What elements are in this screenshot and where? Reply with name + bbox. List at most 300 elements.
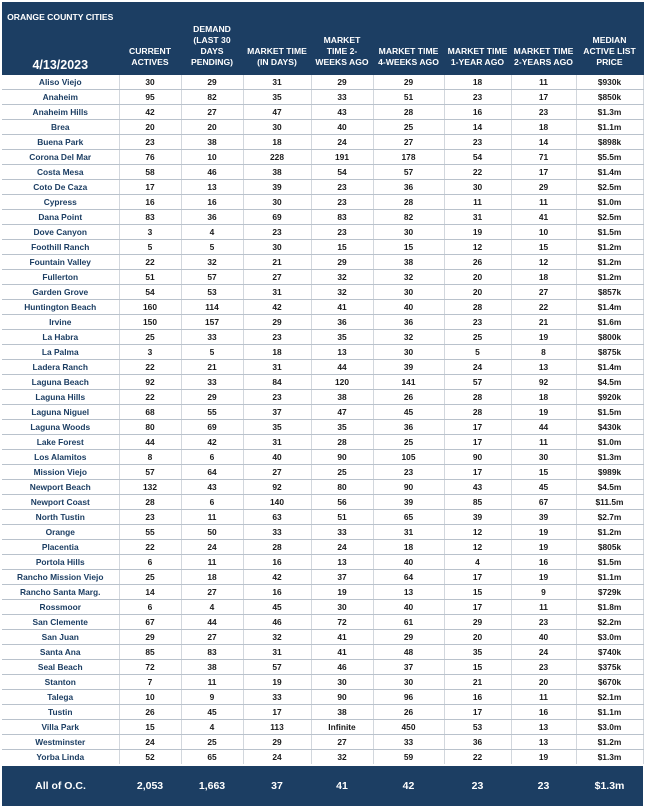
- header-market-time-2-weeks: MARKET TIME 2-WEEKS AGO: [311, 2, 373, 75]
- demand-cell: 43: [181, 480, 243, 495]
- median-price-cell: $1.1m: [576, 570, 643, 585]
- city-name: Laguna Beach: [2, 375, 119, 390]
- market-time-2-weeks-cell: 32: [311, 285, 373, 300]
- market-time-cell: 30: [243, 240, 311, 255]
- table-row: [2, 390, 643, 405]
- demand-cell: 25: [181, 735, 243, 750]
- table-header: [2, 2, 643, 75]
- median-price-cell: $3.0m: [576, 630, 643, 645]
- market-time-2-weeks-cell: 83: [311, 210, 373, 225]
- market-time-cell: 228: [243, 150, 311, 165]
- market-time-4-weeks-cell: 105: [373, 450, 444, 465]
- header-market-time-4-weeks: MARKET TIME 4-WEEKS AGO: [373, 2, 444, 75]
- table-row: [2, 750, 643, 766]
- market-time-1-year-cell: 35: [444, 645, 511, 660]
- market-time-4-weeks-cell: 36: [373, 180, 444, 195]
- market-time-1-year-cell: 4: [444, 555, 511, 570]
- market-time-1-year-cell: 26: [444, 255, 511, 270]
- market-time-2-years-cell: 27: [511, 285, 576, 300]
- market-time-4-weeks-cell: 38: [373, 255, 444, 270]
- market-time-1-year-cell: 15: [444, 660, 511, 675]
- market-time-1-year-cell: 23: [444, 315, 511, 330]
- market-time-2-years-cell: 19: [511, 570, 576, 585]
- market-time-2-weeks-cell: Infinite: [311, 720, 373, 735]
- demand-cell: 10: [181, 150, 243, 165]
- market-time-4-weeks-cell: 31: [373, 525, 444, 540]
- market-time-1-year-cell: 20: [444, 630, 511, 645]
- market-time-2-weeks-cell: 23: [311, 180, 373, 195]
- table-row: [2, 480, 643, 495]
- market-time-2-weeks-cell: 90: [311, 450, 373, 465]
- current-actives-cell: 160: [119, 300, 181, 315]
- median-price-cell: $1.2m: [576, 255, 643, 270]
- market-time-cell: 31: [243, 645, 311, 660]
- market-time-4-weeks-cell: 27: [373, 135, 444, 150]
- city-name: Huntington Beach: [2, 300, 119, 315]
- table-row: [2, 105, 643, 120]
- market-time-2-years-cell: 41: [511, 210, 576, 225]
- market-time-4-weeks-cell: 25: [373, 435, 444, 450]
- market-time-1-year-cell: 28: [444, 405, 511, 420]
- market-time-4-weeks-cell: 32: [373, 330, 444, 345]
- market-time-cell: 84: [243, 375, 311, 390]
- market-time-4-weeks-cell: 64: [373, 570, 444, 585]
- market-time-2-years-cell: 16: [511, 705, 576, 720]
- demand-cell: 13: [181, 180, 243, 195]
- market-time-1-year-cell: 21: [444, 675, 511, 690]
- market-time-1-year-cell: 28: [444, 390, 511, 405]
- market-time-4-weeks-cell: 40: [373, 300, 444, 315]
- totals-median-list-price: $1.3m: [576, 765, 643, 806]
- market-time-2-years-cell: 18: [511, 270, 576, 285]
- demand-cell: 6: [181, 495, 243, 510]
- market-time-2-weeks-cell: 72: [311, 615, 373, 630]
- current-actives-cell: 58: [119, 165, 181, 180]
- market-time-cell: 45: [243, 600, 311, 615]
- table-row: [2, 555, 643, 570]
- market-time-cell: 17: [243, 705, 311, 720]
- market-time-1-year-cell: 22: [444, 750, 511, 766]
- market-time-2-years-cell: 17: [511, 90, 576, 105]
- market-time-2-weeks-cell: 46: [311, 660, 373, 675]
- current-actives-cell: 3: [119, 225, 181, 240]
- market-time-2-weeks-cell: 33: [311, 525, 373, 540]
- market-time-1-year-cell: 12: [444, 525, 511, 540]
- report-date: 4/13/2023: [32, 58, 89, 72]
- market-time-2-years-cell: 11: [511, 75, 576, 90]
- header-city-column: [2, 2, 119, 75]
- market-time-4-weeks-cell: 450: [373, 720, 444, 735]
- demand-cell: 18: [181, 570, 243, 585]
- market-time-cell: 38: [243, 165, 311, 180]
- market-time-cell: 29: [243, 735, 311, 750]
- table-row: [2, 510, 643, 525]
- market-time-1-year-cell: 43: [444, 480, 511, 495]
- market-time-4-weeks-cell: 40: [373, 600, 444, 615]
- market-time-2-weeks-cell: 19: [311, 585, 373, 600]
- market-time-1-year-cell: 11: [444, 195, 511, 210]
- median-price-cell: $1.1m: [576, 120, 643, 135]
- demand-cell: 20: [181, 120, 243, 135]
- market-time-2-weeks-cell: 40: [311, 120, 373, 135]
- median-price-cell: $1.5m: [576, 555, 643, 570]
- table-row: [2, 135, 643, 150]
- market-time-4-weeks-cell: 40: [373, 555, 444, 570]
- current-actives-cell: 5: [119, 240, 181, 255]
- table-row: [2, 600, 643, 615]
- demand-cell: 38: [181, 660, 243, 675]
- market-time-1-year-cell: 90: [444, 450, 511, 465]
- market-time-4-weeks-cell: 36: [373, 420, 444, 435]
- median-price-cell: $850k: [576, 90, 643, 105]
- city-name: Dove Canyon: [2, 225, 119, 240]
- market-time-cell: 63: [243, 510, 311, 525]
- table-row: [2, 315, 643, 330]
- demand-cell: 21: [181, 360, 243, 375]
- market-time-2-weeks-cell: 56: [311, 495, 373, 510]
- market-time-4-weeks-cell: 30: [373, 285, 444, 300]
- market-time-2-weeks-cell: 41: [311, 300, 373, 315]
- median-price-cell: $740k: [576, 645, 643, 660]
- market-time-2-years-cell: 15: [511, 465, 576, 480]
- market-time-cell: 18: [243, 345, 311, 360]
- market-time-cell: 31: [243, 285, 311, 300]
- market-time-2-weeks-cell: 28: [311, 435, 373, 450]
- median-price-cell: $430k: [576, 420, 643, 435]
- market-time-4-weeks-cell: 28: [373, 195, 444, 210]
- market-time-1-year-cell: 30: [444, 180, 511, 195]
- demand-cell: 82: [181, 90, 243, 105]
- current-actives-cell: 132: [119, 480, 181, 495]
- table-row: [2, 660, 643, 675]
- demand-cell: 83: [181, 645, 243, 660]
- city-name: Portola Hills: [2, 555, 119, 570]
- market-time-1-year-cell: 25: [444, 330, 511, 345]
- table-row: [2, 300, 643, 315]
- demand-cell: 11: [181, 675, 243, 690]
- market-time-cell: 16: [243, 585, 311, 600]
- market-time-2-years-cell: 11: [511, 435, 576, 450]
- market-time-1-year-cell: 31: [444, 210, 511, 225]
- market-time-2-years-cell: 11: [511, 690, 576, 705]
- market-time-2-weeks-cell: 36: [311, 315, 373, 330]
- demand-cell: 53: [181, 285, 243, 300]
- median-price-cell: $1.2m: [576, 240, 643, 255]
- market-time-2-weeks-cell: 51: [311, 510, 373, 525]
- median-price-cell: $1.6m: [576, 315, 643, 330]
- market-time-cell: 42: [243, 300, 311, 315]
- table-row: [2, 120, 643, 135]
- market-time-1-year-cell: 29: [444, 615, 511, 630]
- totals-label: All of O.C.: [2, 765, 119, 806]
- header-market-time-2-years: MARKET TIME 2-YEARS AGO: [511, 2, 576, 75]
- median-price-cell: $1.4m: [576, 300, 643, 315]
- city-name: Brea: [2, 120, 119, 135]
- table-row: [2, 465, 643, 480]
- current-actives-cell: 54: [119, 285, 181, 300]
- city-name: Corona Del Mar: [2, 150, 119, 165]
- current-actives-cell: 8: [119, 450, 181, 465]
- market-time-cell: 30: [243, 120, 311, 135]
- market-time-2-years-cell: 17: [511, 165, 576, 180]
- market-time-2-years-cell: 15: [511, 240, 576, 255]
- market-time-cell: 140: [243, 495, 311, 510]
- market-time-4-weeks-cell: 18: [373, 540, 444, 555]
- city-name: La Habra: [2, 330, 119, 345]
- market-time-cell: 35: [243, 90, 311, 105]
- median-price-cell: $1.0m: [576, 435, 643, 450]
- current-actives-cell: 83: [119, 210, 181, 225]
- current-actives-cell: 23: [119, 510, 181, 525]
- market-time-1-year-cell: 12: [444, 240, 511, 255]
- market-time-cell: 29: [243, 315, 311, 330]
- table-row: [2, 585, 643, 600]
- city-name: Laguna Niguel: [2, 405, 119, 420]
- header-median-list-price: MEDIAN ACTIVE LIST PRICE: [576, 2, 643, 75]
- table-row: [2, 180, 643, 195]
- market-time-2-weeks-cell: 54: [311, 165, 373, 180]
- market-time-2-weeks-cell: 35: [311, 330, 373, 345]
- totals-market-time: 37: [243, 765, 311, 806]
- market-time-2-weeks-cell: 191: [311, 150, 373, 165]
- market-time-2-years-cell: 22: [511, 300, 576, 315]
- demand-cell: 50: [181, 525, 243, 540]
- city-name: Anaheim: [2, 90, 119, 105]
- market-time-2-years-cell: 44: [511, 420, 576, 435]
- totals-current-actives: 2,053: [119, 765, 181, 806]
- market-time-2-years-cell: 18: [511, 120, 576, 135]
- city-name: North Tustin: [2, 510, 119, 525]
- header-market-time-1-year: MARKET TIME 1-YEAR AGO: [444, 2, 511, 75]
- market-time-2-weeks-cell: 24: [311, 540, 373, 555]
- market-time-4-weeks-cell: 39: [373, 495, 444, 510]
- demand-cell: 27: [181, 105, 243, 120]
- table-row: [2, 225, 643, 240]
- current-actives-cell: 15: [119, 720, 181, 735]
- median-price-cell: $2.1m: [576, 690, 643, 705]
- demand-cell: 4: [181, 720, 243, 735]
- market-time-2-years-cell: 13: [511, 720, 576, 735]
- median-price-cell: $375k: [576, 660, 643, 675]
- market-time-2-weeks-cell: 120: [311, 375, 373, 390]
- city-name: Buena Park: [2, 135, 119, 150]
- market-time-2-weeks-cell: 30: [311, 675, 373, 690]
- market-time-cell: 21: [243, 255, 311, 270]
- market-time-1-year-cell: 18: [444, 75, 511, 90]
- market-time-1-year-cell: 23: [444, 90, 511, 105]
- market-time-2-years-cell: 16: [511, 555, 576, 570]
- market-time-cell: 37: [243, 405, 311, 420]
- city-name: Foothill Ranch: [2, 240, 119, 255]
- demand-cell: 157: [181, 315, 243, 330]
- market-time-cell: 113: [243, 720, 311, 735]
- market-time-cell: 19: [243, 675, 311, 690]
- market-time-4-weeks-cell: 37: [373, 660, 444, 675]
- market-time-4-weeks-cell: 178: [373, 150, 444, 165]
- market-time-2-years-cell: 19: [511, 525, 576, 540]
- market-time-2-years-cell: 9: [511, 585, 576, 600]
- market-time-cell: 31: [243, 435, 311, 450]
- market-time-4-weeks-cell: 13: [373, 585, 444, 600]
- market-time-4-weeks-cell: 29: [373, 630, 444, 645]
- market-time-1-year-cell: 20: [444, 270, 511, 285]
- market-time-1-year-cell: 17: [444, 465, 511, 480]
- demand-cell: 44: [181, 615, 243, 630]
- current-actives-cell: 25: [119, 330, 181, 345]
- median-price-cell: $4.5m: [576, 480, 643, 495]
- market-time-2-years-cell: 11: [511, 600, 576, 615]
- city-name: Tustin: [2, 705, 119, 720]
- city-name: Rancho Santa Marg.: [2, 585, 119, 600]
- market-time-1-year-cell: 17: [444, 570, 511, 585]
- market-time-cell: 92: [243, 480, 311, 495]
- demand-cell: 46: [181, 165, 243, 180]
- header-current-actives: CURRENT ACTIVES: [119, 2, 181, 75]
- city-name: Lake Forest: [2, 435, 119, 450]
- median-price-cell: $1.4m: [576, 165, 643, 180]
- market-time-2-years-cell: 45: [511, 480, 576, 495]
- market-time-2-weeks-cell: 38: [311, 705, 373, 720]
- market-time-2-years-cell: 19: [511, 405, 576, 420]
- city-name: Aliso Viejo: [2, 75, 119, 90]
- city-name: Ladera Ranch: [2, 360, 119, 375]
- totals-demand: 1,663: [181, 765, 243, 806]
- market-time-4-weeks-cell: 51: [373, 90, 444, 105]
- city-name: Anaheim Hills: [2, 105, 119, 120]
- market-time-4-weeks-cell: 33: [373, 735, 444, 750]
- median-price-cell: $875k: [576, 345, 643, 360]
- current-actives-cell: 52: [119, 750, 181, 766]
- market-time-1-year-cell: 57: [444, 375, 511, 390]
- market-time-2-weeks-cell: 44: [311, 360, 373, 375]
- city-name: Dana Point: [2, 210, 119, 225]
- city-name: Cypress: [2, 195, 119, 210]
- demand-cell: 4: [181, 600, 243, 615]
- city-name: Santa Ana: [2, 645, 119, 660]
- market-time-4-weeks-cell: 26: [373, 390, 444, 405]
- demand-cell: 5: [181, 240, 243, 255]
- city-name: Stanton: [2, 675, 119, 690]
- market-time-cell: 27: [243, 270, 311, 285]
- market-time-cell: 31: [243, 75, 311, 90]
- market-time-2-weeks-cell: 24: [311, 135, 373, 150]
- table-row: [2, 495, 643, 510]
- current-actives-cell: 20: [119, 120, 181, 135]
- demand-cell: 36: [181, 210, 243, 225]
- table-row: [2, 165, 643, 180]
- market-time-2-years-cell: 13: [511, 360, 576, 375]
- demand-cell: 16: [181, 195, 243, 210]
- table-row: [2, 420, 643, 435]
- median-price-cell: $11.5m: [576, 495, 643, 510]
- market-time-2-years-cell: 19: [511, 750, 576, 766]
- market-time-4-weeks-cell: 30: [373, 675, 444, 690]
- market-time-2-weeks-cell: 13: [311, 555, 373, 570]
- market-time-cell: 16: [243, 555, 311, 570]
- median-price-cell: $729k: [576, 585, 643, 600]
- demand-cell: 57: [181, 270, 243, 285]
- table-row: [2, 450, 643, 465]
- current-actives-cell: 22: [119, 390, 181, 405]
- market-time-2-weeks-cell: 32: [311, 270, 373, 285]
- market-time-1-year-cell: 17: [444, 420, 511, 435]
- current-actives-cell: 6: [119, 555, 181, 570]
- market-time-cell: 57: [243, 660, 311, 675]
- market-time-1-year-cell: 23: [444, 135, 511, 150]
- table-row: [2, 735, 643, 750]
- city-name: Seal Beach: [2, 660, 119, 675]
- current-actives-cell: 28: [119, 495, 181, 510]
- market-time-2-years-cell: 23: [511, 105, 576, 120]
- table-row: [2, 345, 643, 360]
- market-time-cell: 33: [243, 525, 311, 540]
- header-market-time: MARKET TIME (IN DAYS): [243, 2, 311, 75]
- median-price-cell: $2.7m: [576, 510, 643, 525]
- market-time-2-years-cell: 18: [511, 390, 576, 405]
- market-time-2-years-cell: 71: [511, 150, 576, 165]
- demand-cell: 11: [181, 555, 243, 570]
- market-time-2-years-cell: 67: [511, 495, 576, 510]
- median-price-cell: $1.2m: [576, 270, 643, 285]
- market-time-2-weeks-cell: 29: [311, 255, 373, 270]
- current-actives-cell: 42: [119, 105, 181, 120]
- city-name: Rancho Mission Viejo: [2, 570, 119, 585]
- market-time-2-weeks-cell: 27: [311, 735, 373, 750]
- city-name: Fullerton: [2, 270, 119, 285]
- market-time-cell: 32: [243, 630, 311, 645]
- market-time-2-years-cell: 24: [511, 645, 576, 660]
- market-time-2-weeks-cell: 38: [311, 390, 373, 405]
- market-time-2-years-cell: 20: [511, 675, 576, 690]
- median-price-cell: $920k: [576, 390, 643, 405]
- demand-cell: 64: [181, 465, 243, 480]
- current-actives-cell: 68: [119, 405, 181, 420]
- market-time-4-weeks-cell: 57: [373, 165, 444, 180]
- market-time-2-years-cell: 8: [511, 345, 576, 360]
- market-time-4-weeks-cell: 23: [373, 465, 444, 480]
- median-price-cell: $800k: [576, 330, 643, 345]
- current-actives-cell: 80: [119, 420, 181, 435]
- city-name: Irvine: [2, 315, 119, 330]
- demand-cell: 29: [181, 390, 243, 405]
- table-row: [2, 690, 643, 705]
- totals-market-time-2-weeks: 41: [311, 765, 373, 806]
- market-time-2-years-cell: 23: [511, 660, 576, 675]
- market-time-4-weeks-cell: 25: [373, 120, 444, 135]
- current-actives-cell: 150: [119, 315, 181, 330]
- city-name: Talega: [2, 690, 119, 705]
- demand-cell: 65: [181, 750, 243, 766]
- market-time-cell: 42: [243, 570, 311, 585]
- market-time-1-year-cell: 12: [444, 540, 511, 555]
- median-price-cell: $1.2m: [576, 735, 643, 750]
- current-actives-cell: 72: [119, 660, 181, 675]
- demand-cell: 27: [181, 630, 243, 645]
- table-row: [2, 675, 643, 690]
- median-price-cell: $989k: [576, 465, 643, 480]
- market-time-2-years-cell: 13: [511, 735, 576, 750]
- totals-row: [2, 765, 643, 806]
- table-footer: [2, 765, 643, 806]
- market-time-2-weeks-cell: 35: [311, 420, 373, 435]
- table-row: [2, 720, 643, 735]
- table-row: [2, 705, 643, 720]
- table-body: [2, 75, 643, 766]
- median-price-cell: $1.2m: [576, 525, 643, 540]
- header-demand: DEMAND (LAST 30 DAYS PENDING): [181, 2, 243, 75]
- median-price-cell: $670k: [576, 675, 643, 690]
- market-time-2-weeks-cell: 90: [311, 690, 373, 705]
